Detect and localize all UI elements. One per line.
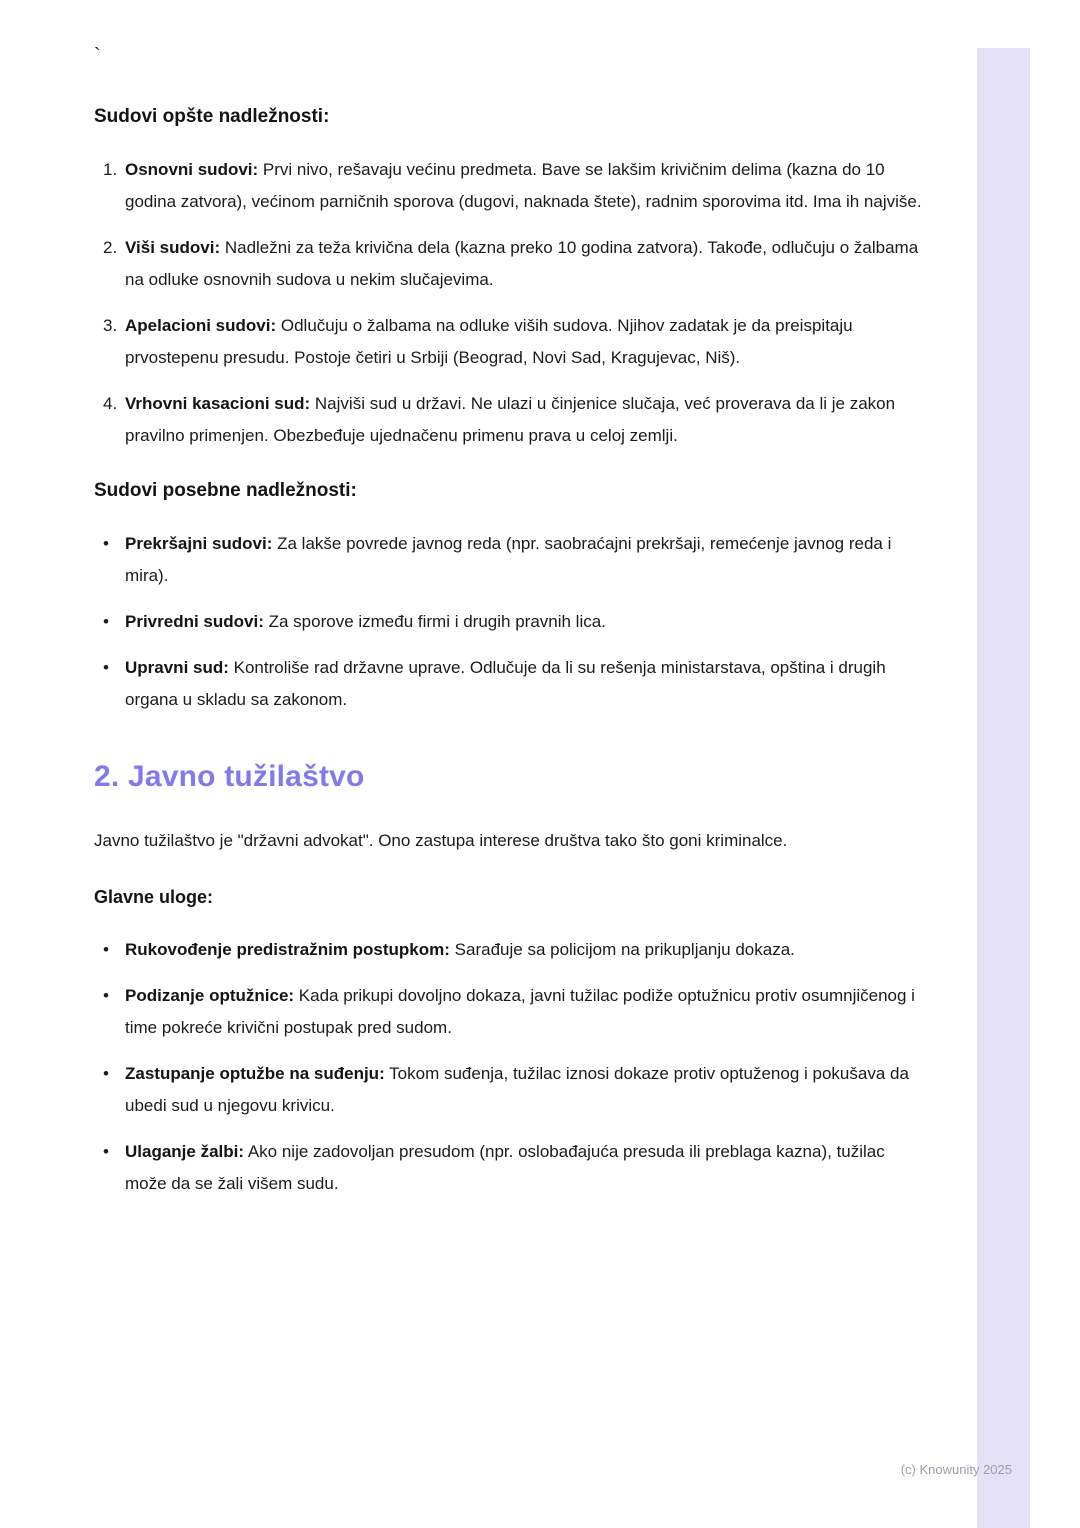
term: Vrhovni kasacioni sud: (125, 394, 311, 413)
list-number: 2. (103, 238, 118, 257)
special-courts-list (94, 528, 930, 716)
general-courts-list (94, 154, 930, 452)
list-item (103, 1058, 930, 1122)
section-title-special-courts: Sudovi posebne nadležnosti: (94, 480, 357, 501)
term-description: Prvi nivo, rešavaju većinu predmeta. Bave se lakšim krivičnim delima (kazna do 10 godina zatvora), većinom parničnih sporova (dugovi, naknada štete), radnim sporovima itd. Ima ih najviše. (125, 160, 922, 211)
list-item-body (125, 1136, 930, 1200)
list-number: 4. (103, 394, 118, 413)
term-description: Ako nije zadovoljan presudom (npr. oslobađajuća presuda ili preblaga kazna), tužilac može da se žali višem sudu. (125, 1142, 885, 1193)
list-item-body (125, 154, 930, 218)
term-description: Sarađuje sa policijom na prikupljanju dokaza. (454, 940, 795, 959)
list-item (103, 934, 930, 966)
list-item (103, 652, 930, 716)
term: Apelacioni sudovi: (125, 316, 277, 335)
list-item (103, 980, 930, 1044)
list-item (103, 1136, 930, 1200)
list-item-body (125, 1058, 930, 1122)
term-description: Odlučuju o žalbama na odluke viših sudova. Njihov zadatak je da preispitaju prvostepenu presudu. Postoje četiri u Srbiji (Beograd, Novi Sad, Kragujevac, Niš). (125, 316, 853, 367)
term-description: Nadležni za teža krivična dela (kazna preko 10 godina zatvora). Takođe, odlučuju o žalbama na odluke osnovnih sudova u nekim slučajevima. (125, 238, 919, 289)
list-item-body (125, 934, 930, 966)
term-description: Za sporove između firmi i drugih pravnih lica. (268, 612, 606, 631)
prosecution-intro-paragraph: Javno tužilaštvo je "državni advokat". Ono zastupa interese društva tako što goni kriminalce. (94, 831, 788, 850)
term: Ulaganje žalbi: (125, 1142, 245, 1161)
list-item-body (125, 528, 930, 592)
term: Rukovođenje predistražnim postupkom: (125, 940, 450, 959)
section-title-general-courts: Sudovi opšte nadležnosti: (94, 106, 330, 127)
list-item (103, 232, 930, 296)
list-item-body (125, 652, 930, 716)
list-number: 3. (103, 316, 118, 335)
list-item-body (125, 232, 930, 296)
term-description: Kada prikupi dovoljno dokaza, javni tužilac podiže optužnicu protiv osumnjičenog i time pokreće krivični postupak pred sudom. (125, 986, 915, 1037)
stray-backtick: ` (94, 45, 101, 67)
roles-title: Glavne uloge: (94, 887, 214, 907)
list-item (103, 310, 930, 374)
list-item-body (125, 388, 930, 452)
term: Podizanje optužnice: (125, 986, 295, 1005)
prosecution-roles-list (94, 934, 930, 1200)
list-item (103, 154, 930, 218)
list-item (103, 606, 930, 638)
term-description: Za lakše povrede javnog reda (npr. saobraćajni prekršaji, remećenje javnog reda i mira). (125, 534, 892, 585)
heading-javno-tuzilastvo: 2. Javno tužilaštvo (94, 760, 365, 793)
list-item-body (125, 606, 930, 638)
term: Viši sudovi: (125, 238, 221, 257)
list-item-body (125, 310, 930, 374)
term: Zastupanje optužbe na suđenju: (125, 1064, 385, 1083)
term: Osnovni sudovi: (125, 160, 259, 179)
term: Privredni sudovi: (125, 612, 264, 631)
footer-credit: (c) Knowunity 2025 (900, 1462, 1012, 1477)
list-item (103, 528, 930, 592)
term: Prekršajni sudovi: (125, 534, 273, 553)
term-description: Tokom suđenja, tužilac iznosi dokaze protiv optuženog i pokušava da ubedi sud u njegovu krivicu. (125, 1064, 909, 1115)
list-number: 1. (103, 160, 118, 179)
list-item-body (125, 980, 930, 1044)
list-item (103, 388, 930, 452)
term: Upravni sud: (125, 658, 229, 677)
term-description: Kontroliše rad državne uprave. Odlučuje da li su rešenja ministarstava, opština i drugih organa u skladu sa zakonom. (125, 658, 886, 709)
term-description: Najviši sud u državi. Ne ulazi u činjenice slučaja, već proverava da li je zakon pravilno primenjen. Obezbeđuje ujednačenu primenu prava u celoj zemlji. (125, 394, 896, 445)
